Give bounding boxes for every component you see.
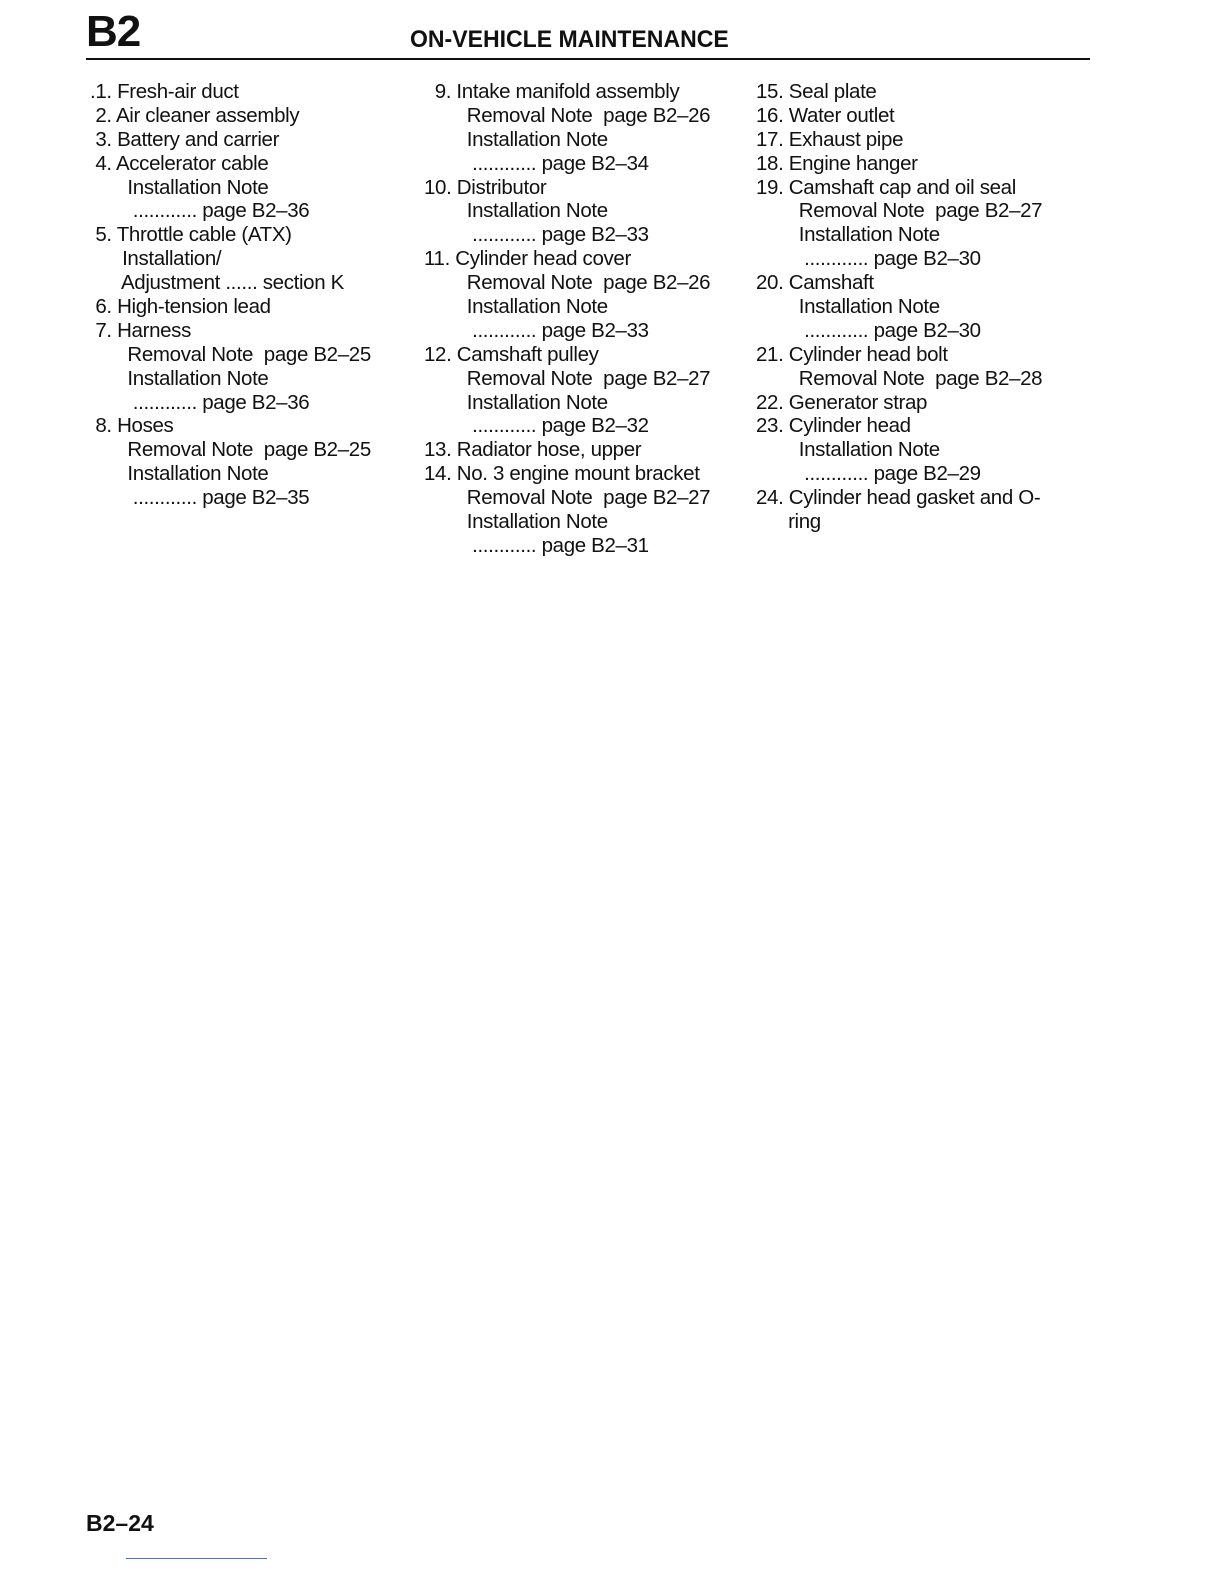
list-line: 21. Cylinder head bolt [756, 342, 948, 366]
list-line: 17. Exhaust pipe [756, 127, 904, 151]
list-line: 23. Cylinder head [756, 414, 911, 438]
list-line: Installation/ [90, 247, 222, 271]
page-heading: ON-VEHICLE MAINTENANCE [410, 26, 729, 53]
list-line: Installation Note [90, 175, 269, 199]
list-line: 16. Water outlet [756, 103, 895, 127]
list-line: 14. No. 3 engine mount bracket [424, 462, 700, 486]
list-line: 19. Camshaft cap and oil seal [756, 175, 1016, 199]
list-line: 11. Cylinder head cover [424, 247, 631, 271]
parts-list-column-3 [756, 80, 1086, 534]
list-line: Installation Note [424, 510, 608, 534]
list-line: Removal Note page B2–27 [424, 366, 711, 390]
list-line: ............ page B2–30 [756, 318, 981, 342]
list-line: Installation Note [90, 366, 269, 390]
list-line: Adjustment ...... section K [90, 271, 344, 295]
list-line: Removal Note page B2–27 [424, 486, 711, 510]
list-line: Installation Note [756, 223, 940, 247]
list-line: 7. Harness [90, 318, 191, 342]
list-line: 12. Camshaft pulley [424, 342, 599, 366]
list-line: 22. Generator strap [756, 390, 928, 414]
list-line: 18. Engine hanger [756, 151, 918, 175]
list-line: Installation Note [756, 438, 940, 462]
list-line: ............ page B2–36 [90, 390, 310, 414]
list-line: ............ page B2–35 [90, 486, 310, 510]
list-line: Installation Note [90, 462, 269, 486]
list-line: Removal Note page B2–28 [756, 366, 1043, 390]
parts-list-column-1 [90, 80, 425, 510]
list-line: 20. Camshaft [756, 271, 874, 295]
list-line: ............ page B2–30 [756, 247, 981, 271]
list-line: ring [756, 510, 821, 534]
list-line: Installation Note [424, 390, 608, 414]
list-line: Removal Note page B2–25 [90, 342, 371, 366]
list-line: 15. Seal plate [756, 80, 877, 103]
list-line: Installation Note [424, 199, 608, 223]
list-line: Removal Note page B2–26 [424, 271, 711, 295]
parts-list-column-2 [424, 80, 754, 558]
list-line: .1. Fresh-air duct [90, 80, 239, 103]
list-line: ............ page B2–34 [424, 151, 649, 175]
list-line: 5. Throttle cable (ATX) [90, 223, 292, 247]
section-code: B2 [86, 7, 141, 56]
list-line: 6. High-tension lead [90, 295, 271, 319]
list-line: ............ page B2–36 [90, 199, 310, 223]
list-line: 3. Battery and carrier [90, 127, 280, 151]
list-line: 24. Cylinder head gasket and O- [756, 486, 1041, 510]
list-line: ............ page B2–32 [424, 414, 649, 438]
list-line: Installation Note [424, 295, 608, 319]
bottom-link-rule [126, 1558, 267, 1559]
list-line: 13. Radiator hose, upper [424, 438, 642, 462]
list-line: Installation Note [424, 127, 608, 151]
list-line: 4. Accelerator cable [90, 151, 269, 175]
list-line: 10. Distributor [424, 175, 547, 199]
list-line: Removal Note page B2–27 [756, 199, 1043, 223]
page-number: B2–24 [86, 1510, 154, 1536]
list-line: 2. Air cleaner assembly [90, 103, 300, 127]
list-line: ............ page B2–33 [424, 223, 649, 247]
list-line: Removal Note page B2–26 [424, 103, 711, 127]
list-line: ............ page B2–33 [424, 318, 649, 342]
list-line: Removal Note page B2–25 [90, 438, 371, 462]
header-rule [86, 58, 1090, 60]
list-line: Installation Note [756, 295, 940, 319]
list-line: 8. Hoses [90, 414, 174, 438]
list-line: ............ page B2–29 [756, 462, 981, 486]
list-line: ............ page B2–31 [424, 533, 649, 557]
list-line: 9. Intake manifold assembly [424, 80, 680, 103]
